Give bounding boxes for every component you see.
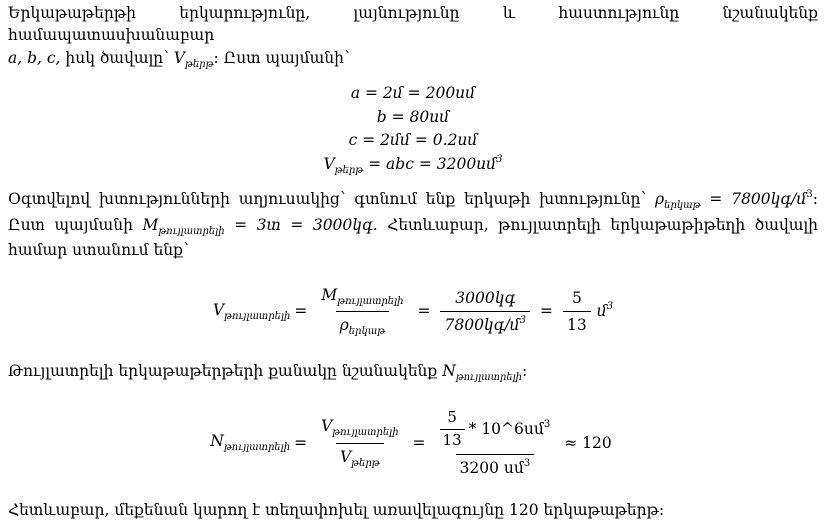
eq2-equals-1: = xyxy=(294,302,308,321)
rho-symbol: ρ xyxy=(655,190,665,209)
equation-b: b = 80սմ xyxy=(376,107,450,126)
count-text: Թույլատրելի երկաթաթերթերի քանակը նշանակենք xyxy=(8,361,443,380)
eq2-unit: մ$^3$ xyxy=(596,301,614,321)
count-equation xyxy=(8,407,818,479)
rho-value: = 7800կգ/մ xyxy=(700,190,807,209)
rho-subscript: երկաթ xyxy=(664,200,701,212)
eq-v-value: = abc = 3200սմ xyxy=(368,155,497,174)
eq3-fraction-2: $\frac{5}{13}$ * 10^6սմ$^3$ 3200 սմ$^3$ xyxy=(436,407,555,479)
volume-subscript: թերթ xyxy=(184,58,214,70)
eq-v-symbol: V xyxy=(323,155,335,174)
eq2-fraction-3: $\frac{5}{13}$ xyxy=(563,287,591,337)
eq-v-superscript: 3 xyxy=(496,154,503,166)
density-paragraph xyxy=(8,188,818,261)
density-text-2: : Ըստ պայմանի xyxy=(8,190,818,234)
eq2-fraction-2: $\frac{\text{3000կգ}}{7800կգ/մ^3}$ xyxy=(440,287,530,337)
equation-c: c = 2մմ = 0.2սմ xyxy=(348,130,478,149)
eq3-equals-2: = xyxy=(412,433,426,452)
mass-symbol: M xyxy=(142,215,159,234)
eq3-fraction-1: $\frac{V_{թույլատրելի}}{V_{թերթ}}$ xyxy=(317,415,402,471)
intro-text-2: իսկ ծավալը՝ xyxy=(60,48,174,67)
density-text-1: Օգտվելով խտությունների աղյուսակից՝ գտնում ենք երկաթի խտությունը՝ xyxy=(8,190,655,209)
mass-subscript: թույլատրելի xyxy=(158,225,225,237)
eq3-lhs: $N_{թույլատրելի}$ xyxy=(210,432,291,454)
mass-value: = 3տ = 3000կգ. xyxy=(224,215,378,234)
intro-paragraph xyxy=(8,2,818,72)
density-text-3: Հետևաբար, թույլատրելի երկաթաթիթեղի ծավալի համար ստանում ենք՝ xyxy=(8,215,819,260)
eq2-fraction-1: $\frac{M_{թույլատրելի}}{\rho_{երկաթ}}$ xyxy=(317,284,407,340)
eq2-lhs: $V_{թույլատրելի}$ xyxy=(212,300,291,322)
equation-a: a = 2մ = 200սմ xyxy=(350,84,476,103)
intro-text: Երկաթաթերթի երկարությունը, լայնությունը և հաստությունը նշանակենք համապատասխանաբար xyxy=(8,4,818,45)
eq2-equals-2: = xyxy=(417,302,431,321)
eq-v-subscript: թերթ xyxy=(334,165,364,177)
eq3-equals-1: = xyxy=(294,433,308,452)
count-symbol: N xyxy=(442,361,456,380)
count-colon: : xyxy=(522,361,528,380)
rho-superscript: 3 xyxy=(806,189,813,201)
eq2-equals-3: = xyxy=(540,302,554,321)
dimensions-equations xyxy=(8,82,818,178)
eq3-nested-fraction: $\frac{5}{13}$ xyxy=(440,407,465,452)
count-subscript: թույլատրելի xyxy=(455,371,523,383)
volume-allowed-equation xyxy=(8,284,818,340)
count-paragraph xyxy=(8,360,818,386)
eq3-approx: ≈ 120 xyxy=(564,433,612,452)
volume-symbol: V xyxy=(173,48,185,67)
intro-text-3: : Ըստ պայմանի՝ xyxy=(213,48,350,67)
intro-variables: a, b, c, xyxy=(8,48,61,67)
equation-volume xyxy=(8,152,818,178)
conclusion-paragraph: Հետևաբար, մեքենան կարող է տեղափոխել առավելագույնը 120 երկաթաթերթ: xyxy=(8,501,665,520)
